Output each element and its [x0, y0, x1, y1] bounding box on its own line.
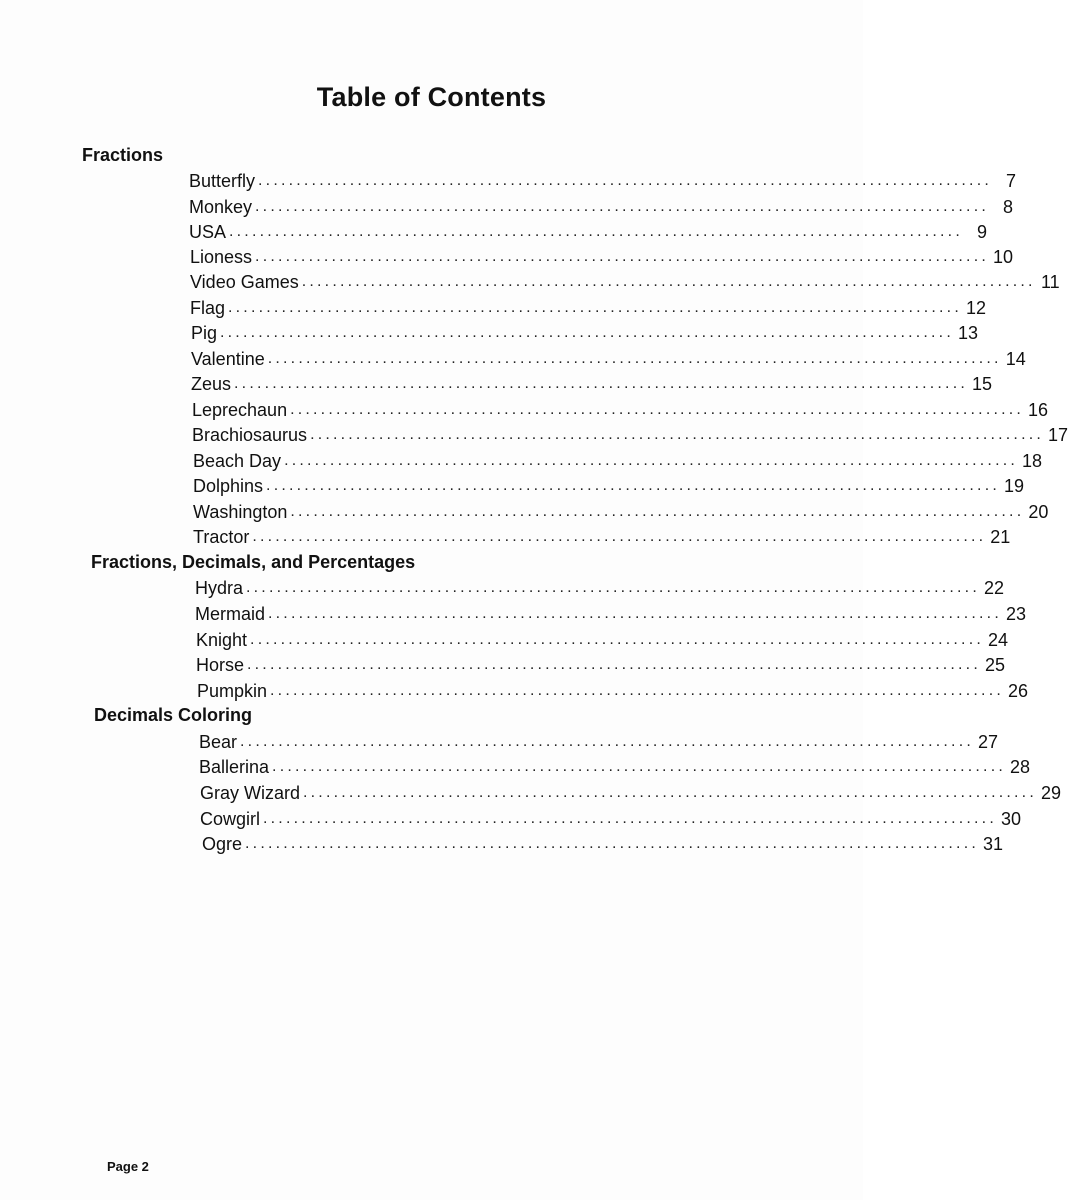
toc-entry-label: Pumpkin [197, 681, 268, 701]
toc-entry-page: 31 [982, 834, 1004, 854]
toc-entry-label: Video Games [190, 272, 299, 292]
toc-entry [196, 652, 1005, 676]
toc-entry-label: Horse [196, 655, 245, 675]
toc-entry-page: 13 [957, 323, 978, 343]
toc-entry [193, 473, 1025, 497]
dot-leader: ................................................................................................ [240, 733, 974, 750]
toc-entry [190, 295, 986, 319]
toc-entry-label: Cowgirl [200, 809, 261, 829]
toc-entry-label: Mermaid [195, 604, 266, 624]
dot-leader: ................................................................................................ [234, 375, 968, 392]
toc-entry [200, 806, 1021, 830]
dot-leader: ................................................................................................ [301, 273, 1036, 290]
toc-entry-label: Flag [190, 298, 226, 318]
toc-entry [191, 320, 978, 344]
dot-leader: ................................................................................................ [272, 758, 1006, 775]
toc-entry-page: 28 [1010, 757, 1031, 777]
toc-entry-page: 8 [1002, 197, 1013, 217]
toc-entry-label: Gray Wizard [200, 783, 301, 803]
toc-entry [197, 678, 1029, 702]
toc-entry-label: USA [189, 222, 227, 242]
dot-leader: ................................................................................................ [284, 452, 1019, 469]
dot-leader: ................................................................................................ [303, 784, 1037, 801]
toc-entry-label: Knight [196, 630, 248, 650]
toc-entry-label: Washington [193, 502, 288, 522]
toc-entry-page: 14 [1005, 349, 1026, 369]
toc-entry-page: 29 [1040, 783, 1061, 803]
toc-entry-label: Hydra [195, 578, 244, 598]
toc-entry-page: 9 [976, 222, 987, 242]
toc-entry-label: Pig [191, 323, 218, 343]
dot-leader: ................................................................................................ [268, 605, 1002, 622]
toc-entry-page: 27 [977, 732, 999, 752]
toc-entry-label: Valentine [191, 349, 265, 369]
toc-entry [191, 371, 993, 395]
toc-entry-page: 10 [993, 247, 1014, 267]
toc-entry [196, 627, 1009, 651]
section-title-fractions: Fractions [82, 145, 164, 165]
dot-leader: ................................................................................................ [270, 682, 1004, 699]
toc-entry [189, 168, 1016, 192]
toc-entry-page: 23 [1005, 604, 1026, 624]
toc-entry [190, 244, 1014, 268]
toc-entry-label: Zeus [191, 374, 232, 394]
toc-entry [190, 269, 1060, 293]
toc-entry-label: Leprechaun [192, 400, 288, 420]
toc-entry-page: 7 [1005, 171, 1016, 191]
page-title: Table of Contents [316, 82, 547, 112]
toc-entry-label: Ogre [202, 834, 243, 854]
toc-entry-label: Bear [199, 732, 238, 752]
toc-entry [202, 831, 1004, 855]
toc-entry-page: 15 [971, 374, 993, 394]
toc-entry [193, 524, 1011, 548]
toc-entry-label: Dolphins [193, 476, 264, 496]
dot-leader: ................................................................................................ [310, 426, 1045, 443]
toc-entry-label: Lioness [190, 247, 253, 267]
dot-leader: ................................................................................................ [258, 172, 992, 189]
toc-entry-page: 22 [983, 578, 1004, 598]
dot-leader: ................................................................................................ [255, 248, 989, 265]
dot-leader: ................................................................................................ [246, 579, 980, 596]
toc-entry [199, 754, 1031, 778]
toc-entry [195, 601, 1026, 625]
toc-entry-page: 26 [1007, 681, 1029, 701]
toc-entry [192, 422, 1068, 446]
dot-leader: ................................................................................................ [252, 528, 987, 545]
dot-leader: ................................................................................................ [250, 631, 984, 648]
toc-entry-label: Tractor [193, 527, 250, 547]
section-title-fractions-decimals-percentages: Fractions, Decimals, and Percentages [91, 552, 416, 572]
toc-entry [193, 448, 1043, 472]
toc-entry [189, 194, 1013, 218]
toc-entry-label: Butterfly [189, 171, 256, 191]
section-title-decimals-coloring: Decimals Coloring [94, 705, 253, 725]
toc-entry-label: Monkey [189, 197, 253, 217]
dot-leader: ................................................................................................ [266, 477, 1000, 494]
toc-entry [189, 219, 987, 243]
toc-entry-page: 19 [1004, 476, 1025, 496]
toc-entry-label: Brachiosaurus [192, 425, 308, 445]
dot-leader: ................................................................................................ [229, 223, 963, 240]
toc-entry-page: 17 [1048, 425, 1068, 445]
page-number-footer: Page 2 [107, 1159, 149, 1174]
toc-entry [191, 346, 1026, 370]
toc-entry-page: 30 [1000, 809, 1021, 829]
toc-entry-page: 20 [1028, 502, 1049, 522]
toc-entry-page: 18 [1022, 451, 1043, 471]
toc-entry [192, 397, 1049, 421]
toc-entry [199, 729, 999, 753]
toc-entry [200, 780, 1061, 804]
dot-leader: ................................................................................................ [255, 198, 989, 215]
dot-leader: ................................................................................................ [290, 401, 1025, 418]
dot-leader: ................................................................................................ [247, 656, 981, 673]
toc-entry-page: 12 [965, 298, 986, 318]
toc-entry-page: 11 [1041, 272, 1060, 292]
dot-leader: ................................................................................................ [245, 835, 979, 852]
toc-entry [195, 575, 1004, 599]
dot-leader: ................................................................................................ [290, 503, 1025, 520]
toc-entry-label: Ballerina [199, 757, 270, 777]
dot-leader: ................................................................................................ [267, 350, 1002, 367]
dot-leader: ................................................................................................ [220, 324, 954, 341]
dot-leader: ................................................................................................ [228, 299, 962, 316]
dot-leader: ................................................................................................ [263, 810, 997, 827]
toc-entry-page: 24 [988, 630, 1009, 650]
toc-entry [193, 499, 1049, 523]
toc-entry-page: 21 [990, 527, 1011, 547]
toc-entry-page: 16 [1028, 400, 1049, 420]
toc-entry-page: 25 [984, 655, 1005, 675]
toc-entry-label: Beach Day [193, 451, 282, 471]
